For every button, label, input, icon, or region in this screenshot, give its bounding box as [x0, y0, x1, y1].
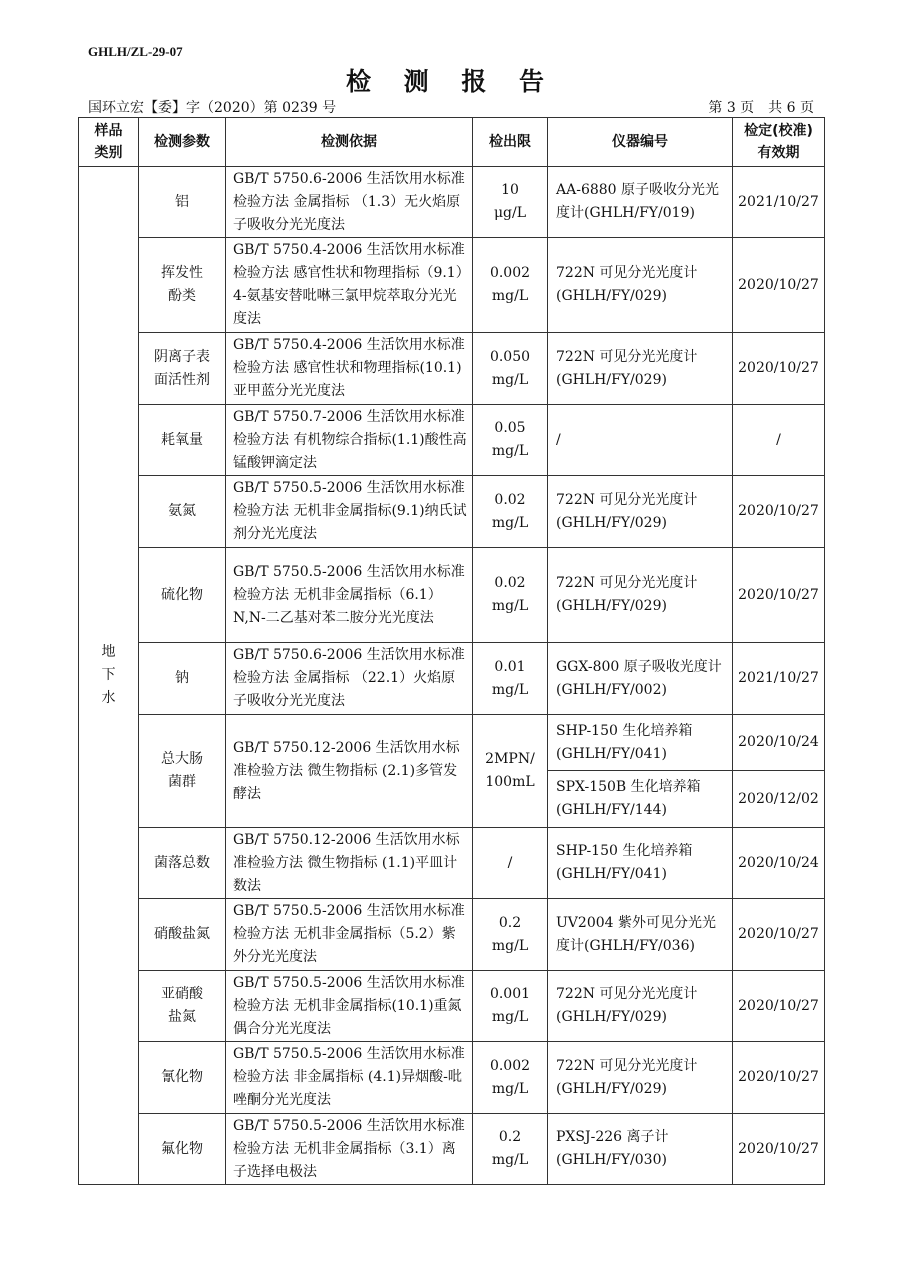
- instrument-cell: [548, 238, 733, 333]
- valid-date-cell-text: 2020/10/24: [738, 854, 819, 871]
- detection-limit-cell: [473, 238, 548, 333]
- valid-date-cell-text: 2020/10/27: [738, 997, 819, 1014]
- basis-cell-text: GB/T 5750.12-2006 生活饮用水标准检验方法 微生物指标 (1.1)平皿计数法: [233, 831, 460, 894]
- parameter-cell-text: 氨氮: [168, 503, 196, 519]
- instrument-cell: [548, 1114, 733, 1185]
- detection-limit-cell-text: 2MPN/ 100mL: [485, 751, 535, 790]
- valid-date-cell-text: 2021/10/27: [738, 670, 819, 686]
- basis-cell-text: GB/T 5750.5-2006 生活饮用水标准检验方法 无机非金属指标（5.2）紫外分光光度法: [233, 903, 465, 965]
- detection-limit-cell-text: 0.02 mg/L: [491, 491, 529, 531]
- instrument-cell: [548, 476, 733, 548]
- sample-category-label: 地 下 水: [101, 644, 116, 706]
- valid-date-cell: [733, 405, 825, 476]
- basis-cell: [226, 333, 473, 405]
- instrument-cell: [548, 167, 733, 238]
- parameter-cell-text: 硫化物: [161, 586, 203, 603]
- detection-limit-cell: [473, 828, 548, 899]
- parameter-cell-text: 耗氧量: [161, 431, 203, 448]
- instrument-cell-text: AA-6880 原子吸收分光光度计(GHLH/FY/019): [556, 182, 720, 221]
- col-header-valid-date: [733, 118, 825, 167]
- valid-date-cell: [733, 643, 825, 715]
- detection-limit-cell: [473, 1114, 548, 1185]
- valid-date-cell: [733, 167, 825, 238]
- table-body: [79, 167, 825, 1185]
- parameter-cell-text: 总大肠 菌群: [161, 751, 203, 790]
- basis-cell-text: GB/T 5750.5-2006 生活饮用水标准检验方法 无机非金属指标（6.1）N,N-二乙基对苯二胺分光光度法: [233, 563, 465, 626]
- table-row: [79, 167, 825, 238]
- basis-cell-text: GB/T 5750.5-2006 生活饮用水标准检验方法 非金属指标 (4.1)异烟酸-吡唑酮分光光度法: [233, 1046, 465, 1108]
- basis-cell-text: GB/T 5750.6-2006 生活饮用水标准检验方法 金属指标 （22.1）火焰原子吸收分光光度法: [233, 647, 465, 709]
- detection-limit-cell-text: 0.02 mg/L: [491, 575, 529, 614]
- basis-cell-text: GB/T 5750.7-2006 生活饮用水标准检验方法 有机物综合指标(1.1)酸性高锰酸钾滴定法: [233, 408, 467, 471]
- basis-cell-text: GB/T 5750.4-2006 生活饮用水标准检验方法 感官性状和物理指标（9.1）4-氨基安替吡啉三氯甲烷萃取分光光度法: [233, 242, 465, 327]
- instrument-cell-text: 722N 可见分光光度计(GHLH/FY/029): [556, 348, 698, 388]
- basis-cell: [226, 1114, 473, 1185]
- test-parameters-table: [78, 117, 825, 1185]
- valid-date-cell-text: 2020/10/27: [738, 360, 819, 376]
- parameter-cell-text: 阴离子表 面活性剂: [154, 348, 210, 388]
- valid-date-cell-text: 2020/10/24: [738, 734, 819, 750]
- instrument-cell-text: GGX-800 原子吸收光度计(GHLH/FY/002): [556, 658, 722, 698]
- parameter-cell: [139, 167, 226, 238]
- instrument-cell: [548, 548, 733, 643]
- instrument-cell: [548, 899, 733, 971]
- col-header-label: 检测参数: [154, 134, 210, 150]
- instrument-cell: [548, 643, 733, 715]
- table-row: [79, 1114, 825, 1185]
- parameter-cell: [139, 1114, 226, 1185]
- detection-limit-cell: [473, 1042, 548, 1114]
- instrument-cell: [548, 715, 733, 771]
- parameter-cell: [139, 715, 226, 828]
- detection-limit-cell-text: 0.2 mg/L: [491, 1129, 529, 1168]
- table-row: [79, 405, 825, 476]
- basis-cell: [226, 476, 473, 548]
- valid-date-cell: [733, 476, 825, 548]
- document-code: GHLH/ZL-29-07: [88, 44, 183, 59]
- instrument-cell: [548, 333, 733, 405]
- detection-limit-cell: [473, 548, 548, 643]
- col-header-instrument: [548, 118, 733, 167]
- valid-date-cell: [733, 238, 825, 333]
- detection-limit-cell-text: 0.01 mg/L: [491, 658, 529, 698]
- table-row: [79, 715, 825, 771]
- valid-date-cell: [733, 828, 825, 899]
- col-header-label: 检出限: [489, 134, 531, 150]
- valid-date-cell: [733, 548, 825, 643]
- detection-limit-cell: [473, 643, 548, 715]
- basis-cell-text: GB/T 5750.12-2006 生活饮用水标准检验方法 微生物指标 (2.1)多管发酵法: [233, 739, 460, 802]
- table-row: [79, 971, 825, 1042]
- instrument-cell-text: 722N 可见分光光度计(GHLH/FY/029): [556, 575, 698, 614]
- col-header-detection-limit: [473, 118, 548, 167]
- instrument-cell-text: 722N 可见分光光度计(GHLH/FY/029): [556, 1057, 698, 1097]
- table-row: [79, 548, 825, 643]
- col-header-label: 检定(校准) 有效期: [744, 123, 813, 161]
- basis-cell-text: GB/T 5750.5-2006 生活饮用水标准检验方法 无机非金属指标(9.1)纳氏试剂分光光度法: [233, 480, 467, 542]
- instrument-cell-text: SHP-150 生化培养箱(GHLH/FY/041): [556, 722, 693, 762]
- instrument-cell-text: SHP-150 生化培养箱(GHLH/FY/041): [556, 843, 693, 882]
- col-header-label: 检测依据: [321, 134, 377, 150]
- instrument-cell: [548, 971, 733, 1042]
- table-row: [79, 333, 825, 405]
- valid-date-cell-text: 2020/10/27: [738, 926, 819, 942]
- sample-category-cell: [79, 167, 139, 1185]
- page-indicator: 第 3 页 共 6 页: [708, 100, 814, 116]
- basis-cell: [226, 167, 473, 238]
- basis-cell-text: GB/T 5750.4-2006 生活饮用水标准检验方法 感官性状和物理指标(10.1) 亚甲蓝分光光度法: [233, 337, 465, 399]
- valid-date-cell-text: 2020/10/27: [738, 586, 819, 603]
- detection-limit-cell: [473, 405, 548, 476]
- parameter-cell-text: 亚硝酸 盐氮: [161, 986, 203, 1025]
- table-header-row: [79, 118, 825, 167]
- col-header-label: 样品 类别: [94, 123, 123, 161]
- basis-cell: [226, 238, 473, 333]
- parameter-cell: [139, 643, 226, 715]
- valid-date-cell-text: 2020/10/27: [738, 1069, 819, 1085]
- report-number: 国环立宏【委】字（2020）第 0239 号: [88, 100, 337, 116]
- table-row: [79, 643, 825, 715]
- col-header-basis: [226, 118, 473, 167]
- col-header-sample-category: [79, 118, 139, 167]
- detection-limit-cell-text: /: [507, 854, 513, 871]
- parameter-cell-text: 钠: [175, 670, 189, 686]
- parameter-cell: [139, 548, 226, 643]
- instrument-cell-text: UV2004 紫外可见分光光度计(GHLH/FY/036): [556, 914, 716, 954]
- parameter-cell: [139, 476, 226, 548]
- instrument-cell-text: 722N 可见分光光度计(GHLH/FY/029): [556, 986, 698, 1025]
- parameter-cell-text: 铝: [175, 193, 189, 210]
- basis-cell: [226, 643, 473, 715]
- table-row: [79, 476, 825, 548]
- valid-date-cell: [733, 971, 825, 1042]
- detection-limit-cell: [473, 333, 548, 405]
- table-row: [79, 899, 825, 971]
- valid-date-cell-text: 2021/10/27: [738, 193, 819, 210]
- instrument-cell-text: PXSJ-226 离子计(GHLH/FY/030): [556, 1129, 669, 1168]
- instrument-cell: [548, 1042, 733, 1114]
- basis-cell: [226, 1042, 473, 1114]
- parameter-cell: [139, 971, 226, 1042]
- valid-date-cell-text: 2020/10/27: [738, 503, 819, 519]
- parameter-cell: [139, 405, 226, 476]
- valid-date-cell: [733, 899, 825, 971]
- instrument-cell-text: /: [556, 431, 561, 448]
- parameter-cell-text: 硝酸盐氮: [154, 926, 210, 942]
- valid-date-cell: [733, 1042, 825, 1114]
- detection-limit-cell-text: 0.001 mg/L: [489, 986, 531, 1025]
- detection-limit-cell-text: 0.050 mg/L: [489, 348, 531, 388]
- basis-cell: [226, 715, 473, 828]
- parameter-cell-text: 菌落总数: [154, 854, 210, 871]
- valid-date-cell-text: 2020/10/27: [738, 276, 819, 293]
- parameter-cell-text: 挥发性 酚类: [161, 265, 203, 304]
- basis-cell: [226, 828, 473, 899]
- valid-date-cell: [733, 771, 825, 828]
- parameter-cell: [139, 333, 226, 405]
- parameter-cell-text: 氰化物: [161, 1069, 203, 1085]
- parameter-cell: [139, 899, 226, 971]
- detection-limit-cell-text: 0.2 mg/L: [491, 914, 529, 954]
- valid-date-cell: [733, 715, 825, 771]
- detection-limit-cell: [473, 476, 548, 548]
- detection-limit-cell-text: 10 μg/L: [493, 182, 527, 221]
- instrument-cell-text: SPX-150B 生化培养箱(GHLH/FY/144): [556, 779, 701, 818]
- parameter-cell: [139, 238, 226, 333]
- valid-date-cell-text: 2020/12/02: [738, 790, 819, 807]
- detection-limit-cell: [473, 971, 548, 1042]
- detection-limit-cell: [473, 167, 548, 238]
- report-title: 检 测 报 告: [345, 67, 557, 96]
- parameter-cell: [139, 1042, 226, 1114]
- instrument-cell: [548, 771, 733, 828]
- parameter-cell-text: 氟化物: [161, 1140, 203, 1157]
- detection-limit-cell-text: 0.002 mg/L: [489, 1057, 531, 1097]
- instrument-cell: [548, 405, 733, 476]
- basis-cell: [226, 971, 473, 1042]
- table-row: [79, 828, 825, 899]
- basis-cell: [226, 899, 473, 971]
- basis-cell-text: GB/T 5750.6-2006 生活饮用水标准检验方法 金属指标 （1.3）无火焰原子吸收分光光度法: [233, 170, 465, 233]
- valid-date-cell: [733, 333, 825, 405]
- detection-limit-cell: [473, 899, 548, 971]
- basis-cell-text: GB/T 5750.5-2006 生活饮用水标准检验方法 无机非金属指标(10.1)重氮偶合分光光度法: [233, 974, 465, 1037]
- instrument-cell: [548, 828, 733, 899]
- basis-cell: [226, 548, 473, 643]
- instrument-cell-text: 722N 可见分光光度计(GHLH/FY/029): [556, 265, 698, 304]
- parameter-cell: [139, 828, 226, 899]
- basis-cell-text: GB/T 5750.5-2006 生活饮用水标准检验方法 无机非金属指标（3.1）离子选择电极法: [233, 1117, 465, 1180]
- instrument-cell-text: 722N 可见分光光度计(GHLH/FY/029): [556, 491, 698, 531]
- basis-cell: [226, 405, 473, 476]
- col-header-parameter: [139, 118, 226, 167]
- detection-limit-cell-text: 0.05 mg/L: [491, 420, 529, 459]
- valid-date-cell-text: /: [776, 431, 781, 448]
- detection-limit-cell-text: 0.002 mg/L: [489, 265, 531, 304]
- table-row: [79, 238, 825, 333]
- valid-date-cell: [733, 1114, 825, 1185]
- valid-date-cell-text: 2020/10/27: [738, 1140, 819, 1157]
- table-row: [79, 1042, 825, 1114]
- col-header-label: 仪器编号: [612, 134, 668, 150]
- detection-limit-cell: [473, 715, 548, 828]
